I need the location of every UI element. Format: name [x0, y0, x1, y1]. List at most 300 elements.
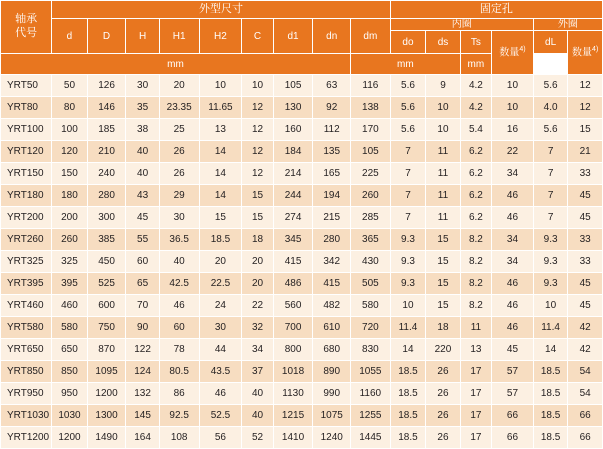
- cell-H1: 20: [159, 75, 199, 97]
- cell-d: 150: [52, 163, 88, 185]
- cell-dm: 1255: [351, 405, 391, 427]
- cell-dm: 580: [351, 295, 391, 317]
- cell-dn: 1075: [313, 405, 351, 427]
- cell-inner-count: 10: [492, 75, 534, 97]
- cell-dm: 1055: [351, 361, 391, 383]
- cell-do: 18.5: [390, 383, 426, 405]
- cell-H2: 10: [199, 75, 242, 97]
- cell-d1: 486: [273, 273, 313, 295]
- cell-dm: 505: [351, 273, 391, 295]
- cell-Ts: 6.2: [460, 163, 491, 185]
- cell-C: 32: [242, 317, 273, 339]
- cell-d1: 244: [273, 185, 313, 207]
- cell-do: 7: [390, 141, 426, 163]
- cell-d1: 214: [273, 163, 313, 185]
- cell-C: 22: [242, 295, 273, 317]
- cell-code: YRT950: [1, 383, 52, 405]
- table-row: [1, 207, 603, 229]
- cell-outer-count: 54: [568, 361, 603, 383]
- cell-H1: 26: [159, 141, 199, 163]
- cell-Ts: 8.2: [460, 273, 491, 295]
- cell-code: YRT180: [1, 185, 52, 207]
- cell-code: YRT395: [1, 273, 52, 295]
- cell-dm: 1160: [351, 383, 391, 405]
- cell-D: 185: [87, 119, 126, 141]
- cell-dL: 18.5: [533, 427, 567, 449]
- cell-dn: 342: [313, 251, 351, 273]
- cell-d: 1200: [52, 427, 88, 449]
- table-header: [1, 1, 603, 75]
- cell-C: 15: [242, 207, 273, 229]
- cell-ds: 26: [426, 427, 460, 449]
- cell-do: 10: [390, 295, 426, 317]
- cell-H2: 20: [199, 251, 242, 273]
- cell-do: 18.5: [390, 361, 426, 383]
- cell-dm: 430: [351, 251, 391, 273]
- cell-ds: 15: [426, 273, 460, 295]
- cell-H1: 29: [159, 185, 199, 207]
- cell-outer-count: 54: [568, 383, 603, 405]
- cell-do: 11.4: [390, 317, 426, 339]
- cell-ds: 11: [426, 163, 460, 185]
- cell-do: 9.3: [390, 273, 426, 295]
- cell-code: YRT1200: [1, 427, 52, 449]
- cell-ds: 220: [426, 339, 460, 361]
- cell-Ts: 6.2: [460, 207, 491, 229]
- cell-dn: 1240: [313, 427, 351, 449]
- cell-H: 38: [126, 119, 159, 141]
- cell-D: 1490: [87, 427, 126, 449]
- cell-d1: 160: [273, 119, 313, 141]
- cell-do: 5.6: [390, 119, 426, 141]
- cell-d: 850: [52, 361, 88, 383]
- cell-inner-count: 45: [492, 339, 534, 361]
- cell-inner-count: 57: [492, 361, 534, 383]
- cell-C: 34: [242, 339, 273, 361]
- cell-Ts: 4.2: [460, 75, 491, 97]
- cell-H: 65: [126, 273, 159, 295]
- cell-inner-count: 22: [492, 141, 534, 163]
- cell-dL: 9.3: [533, 229, 567, 251]
- cell-d: 460: [52, 295, 88, 317]
- header-col-inner-count-note: 4): [519, 46, 526, 54]
- cell-do: 14: [390, 339, 426, 361]
- table-row: [1, 383, 603, 405]
- cell-C: 40: [242, 405, 273, 427]
- header-col-outer-count-note: 4): [592, 46, 599, 54]
- cell-Ts: 17: [460, 383, 491, 405]
- cell-d: 1030: [52, 405, 88, 427]
- cell-Ts: 8.2: [460, 251, 491, 273]
- cell-ds: 26: [426, 405, 460, 427]
- cell-code: YRT850: [1, 361, 52, 383]
- cell-d1: 345: [273, 229, 313, 251]
- cell-d: 120: [52, 141, 88, 163]
- cell-d: 325: [52, 251, 88, 273]
- cell-H2: 43.5: [199, 361, 242, 383]
- cell-d1: 1018: [273, 361, 313, 383]
- table-row: [1, 119, 603, 141]
- cell-inner-count: 46: [492, 317, 534, 339]
- cell-inner-count: 46: [492, 295, 534, 317]
- cell-outer-count: 33: [568, 251, 603, 273]
- cell-dL: 18.5: [533, 361, 567, 383]
- header-unit-dimensions: mm: [1, 54, 351, 75]
- cell-d: 260: [52, 229, 88, 251]
- table-body: [1, 75, 603, 449]
- cell-H: 43: [126, 185, 159, 207]
- table-row: [1, 229, 603, 251]
- cell-Ts: 6.2: [460, 185, 491, 207]
- cell-H1: 40: [159, 251, 199, 273]
- cell-H: 45: [126, 207, 159, 229]
- header-col-dn: dn: [313, 19, 351, 54]
- header-group-dimensions: 外型尺寸: [52, 1, 391, 19]
- cell-dL: 11.4: [533, 317, 567, 339]
- header-group-holes: 固定孔: [390, 1, 602, 19]
- cell-outer-count: 42: [568, 317, 603, 339]
- cell-dm: 260: [351, 185, 391, 207]
- cell-H1: 80.5: [159, 361, 199, 383]
- cell-outer-count: 45: [568, 185, 603, 207]
- cell-d1: 1130: [273, 383, 313, 405]
- table-row: [1, 141, 603, 163]
- cell-dL: 5.6: [533, 75, 567, 97]
- cell-d1: 1410: [273, 427, 313, 449]
- cell-dm: 720: [351, 317, 391, 339]
- cell-d: 180: [52, 185, 88, 207]
- cell-outer-count: 66: [568, 405, 603, 427]
- cell-ds: 9: [426, 75, 460, 97]
- cell-H2: 24: [199, 295, 242, 317]
- cell-ds: 26: [426, 383, 460, 405]
- cell-D: 1300: [87, 405, 126, 427]
- cell-ds: 10: [426, 119, 460, 141]
- cell-d1: 1215: [273, 405, 313, 427]
- table-row: [1, 295, 603, 317]
- cell-d: 80: [52, 97, 88, 119]
- cell-dn: 215: [313, 207, 351, 229]
- cell-dL: 4.0: [533, 97, 567, 119]
- cell-do: 7: [390, 207, 426, 229]
- cell-ds: 11: [426, 207, 460, 229]
- cell-H2: 13: [199, 119, 242, 141]
- cell-code: YRT580: [1, 317, 52, 339]
- table-row: [1, 317, 603, 339]
- cell-Ts: 5.4: [460, 119, 491, 141]
- cell-d1: 105: [273, 75, 313, 97]
- cell-dm: 1445: [351, 427, 391, 449]
- cell-D: 450: [87, 251, 126, 273]
- cell-outer-count: 12: [568, 75, 603, 97]
- cell-do: 7: [390, 163, 426, 185]
- header-col-dL: dL: [533, 31, 567, 54]
- cell-dn: 135: [313, 141, 351, 163]
- header-col-H1: H1: [159, 19, 199, 54]
- table-row: [1, 427, 603, 449]
- cell-do: 18.5: [390, 427, 426, 449]
- cell-d: 50: [52, 75, 88, 97]
- cell-code: YRT650: [1, 339, 52, 361]
- cell-inner-count: 34: [492, 229, 534, 251]
- cell-do: 9.3: [390, 251, 426, 273]
- cell-dL: 9.3: [533, 273, 567, 295]
- cell-outer-count: 42: [568, 339, 603, 361]
- table-row: [1, 97, 603, 119]
- cell-H2: 56: [199, 427, 242, 449]
- cell-ds: 10: [426, 97, 460, 119]
- cell-H: 132: [126, 383, 159, 405]
- cell-d1: 560: [273, 295, 313, 317]
- cell-code: YRT200: [1, 207, 52, 229]
- cell-H1: 86: [159, 383, 199, 405]
- cell-dn: 482: [313, 295, 351, 317]
- cell-H: 40: [126, 141, 159, 163]
- cell-inner-count: 34: [492, 163, 534, 185]
- header-col-ds: ds: [426, 31, 460, 54]
- cell-dm: 116: [351, 75, 391, 97]
- cell-dm: 830: [351, 339, 391, 361]
- cell-d1: 800: [273, 339, 313, 361]
- cell-C: 12: [242, 97, 273, 119]
- cell-do: 18.5: [390, 405, 426, 427]
- header-col-do: do: [390, 31, 426, 54]
- cell-D: 385: [87, 229, 126, 251]
- cell-outer-count: 33: [568, 163, 603, 185]
- cell-C: 18: [242, 229, 273, 251]
- cell-H: 145: [126, 405, 159, 427]
- cell-C: 20: [242, 251, 273, 273]
- cell-dn: 680: [313, 339, 351, 361]
- cell-H: 122: [126, 339, 159, 361]
- cell-Ts: 17: [460, 427, 491, 449]
- cell-D: 1200: [87, 383, 126, 405]
- cell-H: 90: [126, 317, 159, 339]
- cell-inner-count: 46: [492, 207, 534, 229]
- header-bearing-code: [1, 1, 52, 54]
- header-col-inner-count: [492, 31, 534, 75]
- cell-C: 12: [242, 141, 273, 163]
- cell-outer-count: 45: [568, 295, 603, 317]
- cell-d1: 415: [273, 251, 313, 273]
- cell-H: 40: [126, 163, 159, 185]
- cell-d: 650: [52, 339, 88, 361]
- cell-ds: 11: [426, 141, 460, 163]
- cell-code: YRT325: [1, 251, 52, 273]
- cell-dm: 365: [351, 229, 391, 251]
- cell-dm: 105: [351, 141, 391, 163]
- cell-outer-count: 12: [568, 97, 603, 119]
- cell-dL: 18.5: [533, 405, 567, 427]
- cell-H1: 26: [159, 163, 199, 185]
- cell-H: 35: [126, 97, 159, 119]
- cell-C: 37: [242, 361, 273, 383]
- cell-inner-count: 34: [492, 251, 534, 273]
- cell-dL: 18.5: [533, 383, 567, 405]
- cell-code: YRT120: [1, 141, 52, 163]
- header-col-H: H: [126, 19, 159, 54]
- cell-D: 600: [87, 295, 126, 317]
- cell-d1: 184: [273, 141, 313, 163]
- cell-Ts: 8.2: [460, 295, 491, 317]
- cell-code: YRT460: [1, 295, 52, 317]
- cell-C: 52: [242, 427, 273, 449]
- cell-Ts: 11: [460, 317, 491, 339]
- cell-H: 60: [126, 251, 159, 273]
- cell-outer-count: 45: [568, 207, 603, 229]
- cell-H2: 14: [199, 185, 242, 207]
- cell-code: YRT150: [1, 163, 52, 185]
- cell-D: 525: [87, 273, 126, 295]
- cell-ds: 15: [426, 229, 460, 251]
- cell-dL: 10: [533, 295, 567, 317]
- cell-inner-count: 46: [492, 273, 534, 295]
- cell-dn: 165: [313, 163, 351, 185]
- cell-C: 15: [242, 185, 273, 207]
- header-col-d: d: [52, 19, 88, 54]
- cell-dn: 92: [313, 97, 351, 119]
- cell-dn: 112: [313, 119, 351, 141]
- cell-H2: 30: [199, 317, 242, 339]
- cell-outer-count: 45: [568, 273, 603, 295]
- table-row: [1, 163, 603, 185]
- cell-D: 146: [87, 97, 126, 119]
- cell-dL: 14: [533, 339, 567, 361]
- header-group-inner-ring: 内圈: [390, 19, 533, 31]
- cell-H1: 42.5: [159, 273, 199, 295]
- cell-dL: 5.6: [533, 119, 567, 141]
- table-row: [1, 251, 603, 273]
- cell-C: 40: [242, 383, 273, 405]
- cell-H1: 60: [159, 317, 199, 339]
- cell-dm: 285: [351, 207, 391, 229]
- cell-H2: 18.5: [199, 229, 242, 251]
- cell-H2: 46: [199, 383, 242, 405]
- cell-H1: 30: [159, 207, 199, 229]
- cell-do: 9.3: [390, 229, 426, 251]
- cell-dn: 610: [313, 317, 351, 339]
- cell-inner-count: 66: [492, 405, 534, 427]
- header-col-d1: d1: [273, 19, 313, 54]
- cell-do: 7: [390, 185, 426, 207]
- cell-ds: 11: [426, 185, 460, 207]
- header-col-inner-count-label: 数量: [499, 47, 520, 59]
- cell-H: 124: [126, 361, 159, 383]
- cell-D: 1095: [87, 361, 126, 383]
- cell-code: YRT260: [1, 229, 52, 251]
- cell-H2: 52.5: [199, 405, 242, 427]
- cell-outer-count: 66: [568, 427, 603, 449]
- table-row: [1, 273, 603, 295]
- cell-outer-count: 21: [568, 141, 603, 163]
- cell-H: 30: [126, 75, 159, 97]
- cell-ds: 15: [426, 295, 460, 317]
- header-col-dm: dm: [351, 19, 391, 54]
- cell-D: 126: [87, 75, 126, 97]
- cell-H2: 22.5: [199, 273, 242, 295]
- cell-H1: 46: [159, 295, 199, 317]
- cell-H1: 23.35: [159, 97, 199, 119]
- cell-H1: 78: [159, 339, 199, 361]
- cell-outer-count: 33: [568, 229, 603, 251]
- cell-do: 5.6: [390, 97, 426, 119]
- cell-d1: 130: [273, 97, 313, 119]
- header-col-Ts: Ts: [460, 31, 491, 54]
- cell-H2: 15: [199, 207, 242, 229]
- cell-code: YRT50: [1, 75, 52, 97]
- cell-C: 10: [242, 75, 273, 97]
- cell-ds: 18: [426, 317, 460, 339]
- cell-d1: 274: [273, 207, 313, 229]
- cell-d: 100: [52, 119, 88, 141]
- cell-Ts: 6.2: [460, 141, 491, 163]
- cell-code: YRT100: [1, 119, 52, 141]
- header-col-outer-count-label: 数量: [572, 47, 593, 59]
- cell-inner-count: 46: [492, 185, 534, 207]
- cell-H: 164: [126, 427, 159, 449]
- cell-d: 395: [52, 273, 88, 295]
- cell-Ts: 4.2: [460, 97, 491, 119]
- cell-Ts: 17: [460, 361, 491, 383]
- header-unit-inner: mm: [351, 54, 461, 75]
- table-row: [1, 185, 603, 207]
- cell-H: 70: [126, 295, 159, 317]
- cell-H2: 14: [199, 163, 242, 185]
- cell-D: 750: [87, 317, 126, 339]
- cell-outer-count: 15: [568, 119, 603, 141]
- cell-inner-count: 57: [492, 383, 534, 405]
- cell-D: 300: [87, 207, 126, 229]
- header-unit-outer: mm: [460, 54, 491, 75]
- header-bearing-code-line2: 代号: [15, 27, 38, 39]
- cell-inner-count: 10: [492, 97, 534, 119]
- cell-dL: 7: [533, 185, 567, 207]
- cell-d: 200: [52, 207, 88, 229]
- cell-H1: 36.5: [159, 229, 199, 251]
- cell-dn: 415: [313, 273, 351, 295]
- cell-Ts: 13: [460, 339, 491, 361]
- cell-D: 210: [87, 141, 126, 163]
- cell-dn: 63: [313, 75, 351, 97]
- cell-code: YRT80: [1, 97, 52, 119]
- cell-ds: 26: [426, 361, 460, 383]
- header-group-outer-ring: 外圈: [533, 19, 602, 31]
- cell-dn: 990: [313, 383, 351, 405]
- cell-C: 20: [242, 273, 273, 295]
- cell-D: 240: [87, 163, 126, 185]
- cell-d: 580: [52, 317, 88, 339]
- cell-dn: 194: [313, 185, 351, 207]
- cell-D: 870: [87, 339, 126, 361]
- cell-H: 55: [126, 229, 159, 251]
- cell-dm: 138: [351, 97, 391, 119]
- cell-d1: 700: [273, 317, 313, 339]
- cell-C: 12: [242, 119, 273, 141]
- header-col-C: C: [242, 19, 273, 54]
- header-col-outer-count: [568, 31, 603, 75]
- cell-dn: 280: [313, 229, 351, 251]
- header-col-H2: H2: [199, 19, 242, 54]
- cell-dL: 7: [533, 207, 567, 229]
- cell-Ts: 17: [460, 405, 491, 427]
- cell-H2: 11.65: [199, 97, 242, 119]
- cell-C: 12: [242, 163, 273, 185]
- cell-dm: 170: [351, 119, 391, 141]
- table-row: [1, 405, 603, 427]
- cell-dL: 7: [533, 141, 567, 163]
- table-row: [1, 339, 603, 361]
- header-bearing-code-line1: 轴承: [15, 13, 38, 26]
